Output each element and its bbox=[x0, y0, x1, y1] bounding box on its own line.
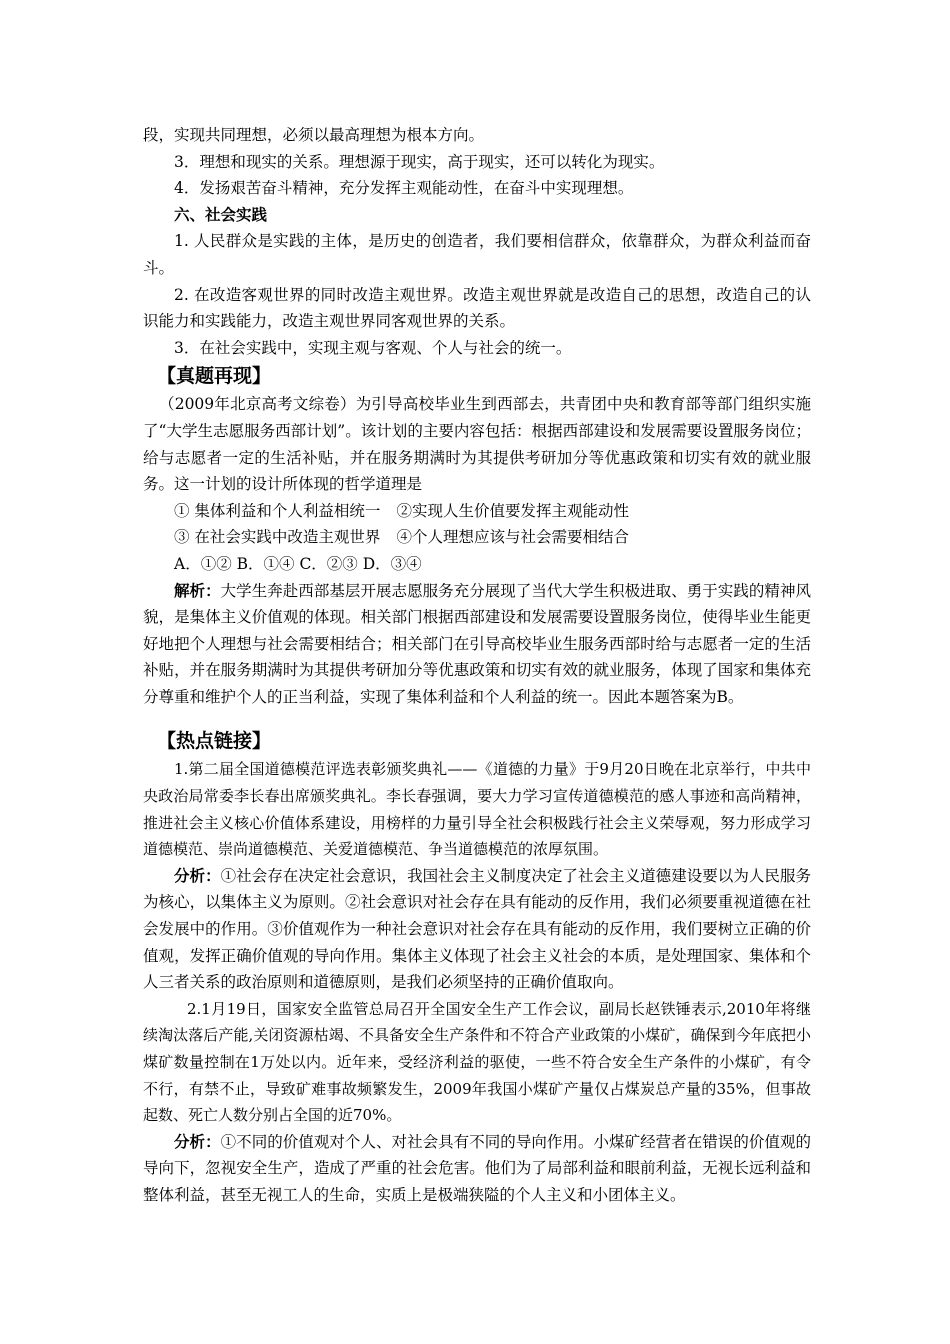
exam-option-4: ④个人理想应该与社会需要相结合 bbox=[396, 528, 629, 547]
section-6-point-3: 3．在社会实践中，实现主观与客观、个人与社会的统一。 bbox=[174, 338, 572, 357]
hotspot-header: 【热点链接】 bbox=[157, 730, 272, 753]
section-gap bbox=[143, 710, 811, 726]
hotspot-analysis-2 bbox=[143, 1129, 811, 1209]
exam-analysis-text: 大学生奔赴西部基层开展志愿服务充分展现了当代大学生积极进取、勇于实践的精神风貌，是集体主义价值观的体现。相关部门根据西部建设和发展需要设置服务岗位，使得毕业生能更好地把个人理想与社会需要相结合；相关部门在引导高校毕业生服务西部时给与志愿者一定的生活补贴，并在服务期满时为其提供考研加分等优惠政策和切实有效的就业服务，体现了国家和集体充分尊重和维护个人的正当利益，实现了集体利益和个人利益的统一。因此本题答案为B。 bbox=[143, 581, 811, 706]
exam-analysis-label: 解析： bbox=[174, 580, 221, 600]
exam-option-2: ②实现人生价值要发挥主观能动性 bbox=[396, 501, 629, 520]
hotspot-item-1: 1.第二届全国道德模范评选表彰颁奖典礼——《道德的力量》于9月20日晚在北京举行，中共中央政治局常委李长春出席颁奖典礼。李长春强调，要大力学习宣传道德模范的感人事迹和高尚精神，推进社会主义核心价值体系建设，用榜样的力量引导全社会积极践行社会主义荣辱观，努力形成学习道德模范、崇尚道德模范、关爱道德模范、争当道德模范的浓厚氛围。 bbox=[143, 760, 811, 859]
hotspot-analysis-2-text: ①不同的价值观对个人、对社会具有不同的导向作用。小煤矿经营者在错误的价值观的导向下，忽视安全生产，造成了严重的社会危害。他们为了局部利益和眼前利益，无视长远利益和整体利益，甚至无视工人的生命，实质上是极端狭隘的个人主义和小团体主义。 bbox=[143, 1132, 811, 1204]
hotspot-item-2: 2.1月19日，国家安全监管总局召开全国安全生产工作会议，副局长赵铁锤表示,2010年将继续淘汰落后产能,关闭资源枯竭、不具备安全生产条件和不符合产业政策的小煤矿，确保到今年底把小煤矿数量控制在1万处以内。近年来，受经济利益的驱使，一些不符合安全生产条件的小煤矿，有令不行，有禁不止，导致矿难事故频繁发生，2009年我国小煤矿产量仅占煤炭总产量的35%，但事故起数、死亡人数分别占全国的近70%。 bbox=[143, 999, 811, 1125]
paragraph-continuation: 段，实现共同理想，必须以最高理想为根本方向。 bbox=[143, 126, 485, 144]
exam-options-row-1 bbox=[143, 498, 811, 525]
hotspot-analysis-1-label: 分析： bbox=[174, 865, 221, 885]
hotspot-analysis-1 bbox=[143, 863, 811, 996]
exam-analysis bbox=[143, 578, 811, 711]
section-6-point-2: 2. 在改造客观世界的同时改造主观世界。改造主观世界就是改造自己的思想，改造自己的认识能力和实践能力，改造主观世界同客观世界的关系。 bbox=[143, 285, 811, 331]
exam-option-1: ① 集体利益和个人利益相统一 bbox=[174, 501, 381, 520]
hotspot-analysis-2-label: 分析： bbox=[174, 1131, 221, 1151]
exam-option-3: ③ 在社会实践中改造主观世界 bbox=[174, 528, 381, 547]
exam-header: 【真题再现】 bbox=[157, 365, 272, 388]
theory-point-3: 3．理想和现实的关系。理想源于现实，高于现实，还可以转化为现实。 bbox=[174, 152, 665, 171]
exam-choices: A．①② B．①④ C．②③ D．③④ bbox=[174, 554, 422, 573]
section-6-title: 六、社会实践 bbox=[174, 204, 268, 224]
theory-point-4: 4．发扬艰苦奋斗精神，充分发挥主观能动性，在奋斗中实现理想。 bbox=[174, 179, 634, 198]
section-6-point-1: 1. 人民群众是实践的主体，是历史的创造者，我们要相信群众，依靠群众，为群众利益而奋斗。 bbox=[143, 232, 811, 277]
hotspot-analysis-1-text: ①社会存在决定社会意识，我国社会主义制度决定了社会主义道德建设要以为人民服务为核心，以集体主义为原则。②社会意识对社会存在具有能动的反作用，我们必须要重视道德在社会发展中的作用。③价值观作为一种社会意识对社会存在具有能动的反作用，我们要树立正确的价值观，发挥正确价值观的导向作用。集体主义体现了社会主义社会的本质，是处理国家、集体和个人三者关系的政治原则和道德原则，是我们必须坚持的正确价值取向。 bbox=[143, 866, 811, 992]
exam-question: （2009年北京高考文综卷）为引导高校毕业生到西部去，共青团中央和教育部等部门组织实施了“大学生志愿服务西部计划”。该计划的主要内容包括：根据西部建设和发展需要设置服务岗位；给与志愿者一定的生活补贴，并在服务期满时为其提供考研加分等优惠政策和切实有效的就业服务。这一计划的设计所体现的哲学道理是 bbox=[143, 395, 811, 494]
exam-options-row-2 bbox=[143, 524, 811, 551]
document-body bbox=[143, 122, 811, 1209]
